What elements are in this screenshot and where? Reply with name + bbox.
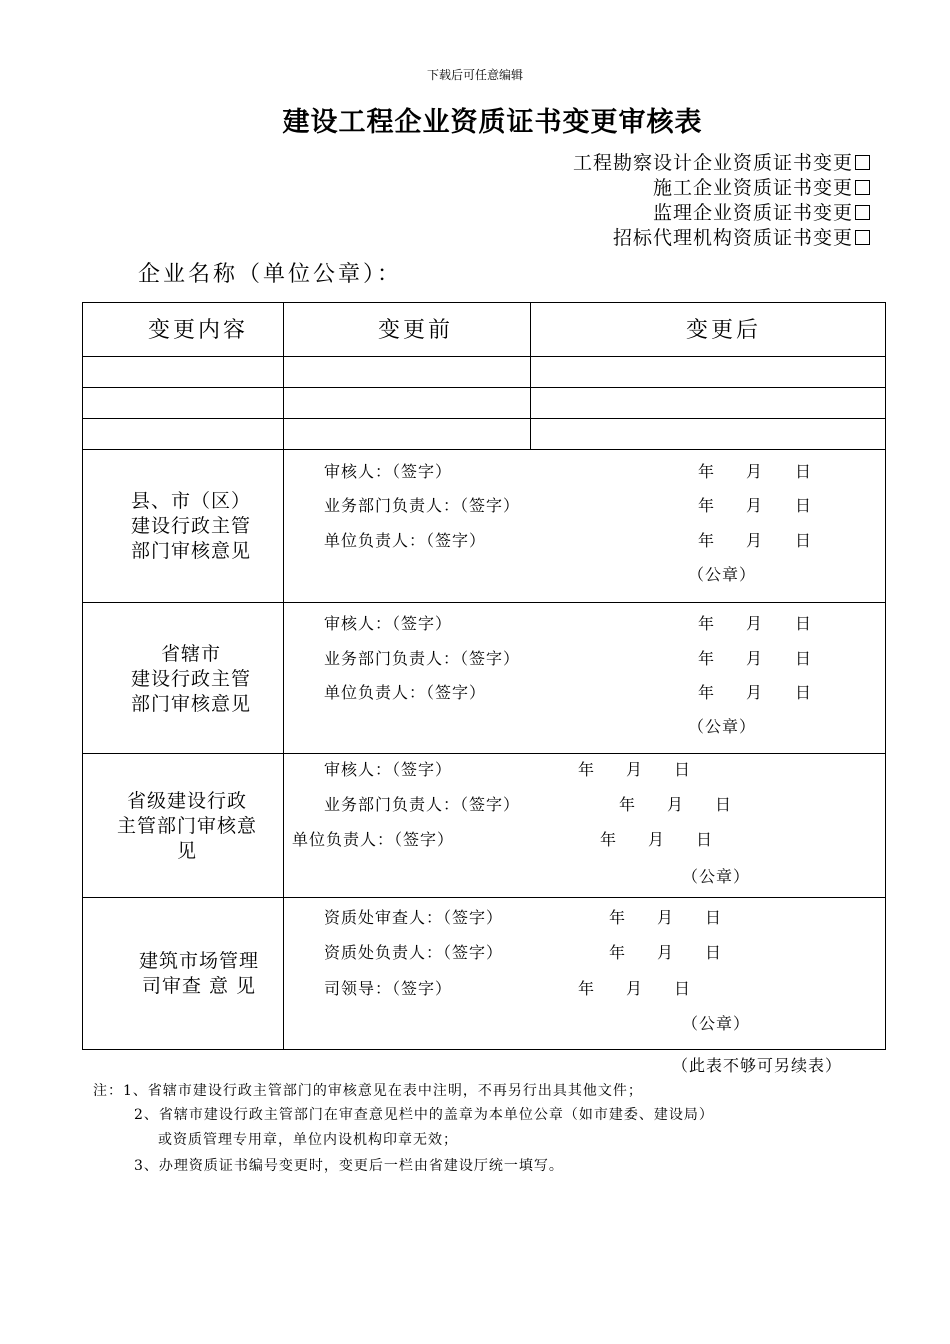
official-seal-label: （公章） <box>682 1014 751 1033</box>
date-year: 年 <box>609 908 626 927</box>
date-month: 月 <box>657 943 674 962</box>
before-cell[interactable] <box>284 418 530 448</box>
checkbox-label: 监理企业资质证书变更 <box>652 202 853 224</box>
checkbox-icon[interactable] <box>855 155 870 170</box>
date-month: 月 <box>746 496 763 515</box>
row-divider <box>83 449 885 450</box>
label-line: 建设行政主管 <box>130 668 251 690</box>
date-month: 月 <box>648 830 665 849</box>
date-month: 月 <box>746 683 763 702</box>
section-province-label <box>102 789 272 864</box>
before-cell[interactable] <box>284 356 530 386</box>
official-seal-label: （公章） <box>688 565 757 584</box>
checkbox-label: 施工企业资质证书变更 <box>652 177 853 199</box>
department-leader-signature: 司领导：（签字） <box>324 979 453 998</box>
date-month: 月 <box>746 614 763 633</box>
section-county-label <box>106 489 276 564</box>
checkbox-supervision[interactable] <box>653 198 870 225</box>
row-divider <box>83 753 885 754</box>
date-month: 月 <box>657 908 674 927</box>
label-line: 见 <box>176 840 197 862</box>
section-ministry-label <box>114 949 284 999</box>
label-line: 主管部门审核意 <box>116 815 257 837</box>
date-year: 年 <box>698 649 715 668</box>
header-after: 变更后 <box>686 318 762 343</box>
label-line: 建设行政主管 <box>130 515 251 537</box>
date-year: 年 <box>698 462 715 481</box>
section-city-label <box>106 642 276 717</box>
dept-head-signature: 业务部门负责人：（签字） <box>324 496 521 515</box>
row-divider <box>83 897 885 898</box>
dept-head-signature: 业务部门负责人：（签字） <box>324 795 521 814</box>
after-cell[interactable] <box>531 387 885 417</box>
date-day: 日 <box>696 830 713 849</box>
date-day: 日 <box>795 649 812 668</box>
label-line: 省辖市 <box>160 643 221 665</box>
official-seal-label: （公章） <box>682 867 751 886</box>
after-cell[interactable] <box>531 356 885 386</box>
before-cell[interactable] <box>284 387 530 417</box>
date-year: 年 <box>600 830 617 849</box>
label-line: 司审查 意 见 <box>141 975 257 997</box>
row-divider <box>83 602 885 603</box>
note-3: 3、办理资质证书编号变更时，变更后一栏由省建设厅统一填写。 <box>134 1158 564 1174</box>
date-month: 月 <box>626 760 643 779</box>
qualification-reviewer-signature: 资质处审查人：（签字） <box>324 908 504 927</box>
unit-head-signature: 单位负责人：（签字） <box>324 683 487 702</box>
label-line: 省级建设行政 <box>126 790 247 812</box>
dept-head-signature: 业务部门负责人：（签字） <box>324 649 521 668</box>
date-day: 日 <box>795 531 812 550</box>
date-day: 日 <box>705 943 722 962</box>
label-line: 建筑市场管理 <box>138 950 259 972</box>
date-month: 月 <box>746 462 763 481</box>
date-day: 日 <box>715 795 732 814</box>
date-month: 月 <box>626 979 643 998</box>
checkbox-icon[interactable] <box>855 230 870 245</box>
checkbox-bidding-agency[interactable] <box>613 223 870 250</box>
date-year: 年 <box>698 683 715 702</box>
change-content-cell[interactable] <box>83 418 282 448</box>
label-line: 部门审核意见 <box>130 540 251 562</box>
date-year: 年 <box>578 979 595 998</box>
date-month: 月 <box>746 649 763 668</box>
reviewer-signature: 审核人：（签字） <box>324 760 453 779</box>
date-year: 年 <box>619 795 636 814</box>
date-day: 日 <box>795 462 812 481</box>
checkbox-construction[interactable] <box>653 173 870 200</box>
date-year: 年 <box>698 496 715 515</box>
checkbox-icon[interactable] <box>855 205 870 220</box>
date-day: 日 <box>795 683 812 702</box>
checkbox-survey-design[interactable] <box>573 148 870 175</box>
continue-note: （此表不够可另续表） <box>672 1056 843 1075</box>
unit-head-signature: 单位负责人：（签字） <box>324 531 487 550</box>
date-day: 日 <box>674 979 691 998</box>
checkbox-label: 工程勘察设计企业资质证书变更 <box>572 152 853 174</box>
date-month: 月 <box>746 531 763 550</box>
date-year: 年 <box>698 614 715 633</box>
label-line: 县、市（区） <box>130 490 251 512</box>
header-note: 下载后可任意编辑 <box>426 68 523 82</box>
label-line: 部门审核意见 <box>130 693 251 715</box>
official-seal-label: （公章） <box>688 717 757 736</box>
header-before: 变更前 <box>378 318 454 343</box>
date-day: 日 <box>674 760 691 779</box>
date-day: 日 <box>795 496 812 515</box>
note-2: 2、省辖市建设行政主管部门在审查意见栏中的盖章为本单位公章（如市建委、建设局） <box>134 1107 714 1123</box>
checkbox-label: 招标代理机构资质证书变更 <box>612 227 853 249</box>
change-content-cell[interactable] <box>83 356 282 386</box>
header-change-content: 变更内容 <box>148 318 249 343</box>
company-name-label: 企业名称（单位公章）： <box>138 262 403 287</box>
qualification-head-signature: 资质处负责人：（签字） <box>324 943 504 962</box>
date-day: 日 <box>795 614 812 633</box>
document-title: 建设工程企业资质证书变更审核表 <box>282 107 703 138</box>
checkbox-icon[interactable] <box>855 180 870 195</box>
date-month: 月 <box>667 795 684 814</box>
date-day: 日 <box>705 908 722 927</box>
after-cell[interactable] <box>531 418 885 448</box>
reviewer-signature: 审核人：（签字） <box>324 462 453 481</box>
note-1: 注：1、省辖市建设行政主管部门的审核意见在表中注明，不再另行出具其他文件； <box>93 1083 643 1099</box>
note-2-continued: 或资质管理专用章，单位内设机构印章无效； <box>158 1132 458 1148</box>
unit-head-signature: 单位负责人：（签字） <box>292 830 455 849</box>
reviewer-signature: 审核人：（签字） <box>324 614 453 633</box>
date-year: 年 <box>698 531 715 550</box>
change-content-cell[interactable] <box>83 387 282 417</box>
date-year: 年 <box>578 760 595 779</box>
date-year: 年 <box>609 943 626 962</box>
